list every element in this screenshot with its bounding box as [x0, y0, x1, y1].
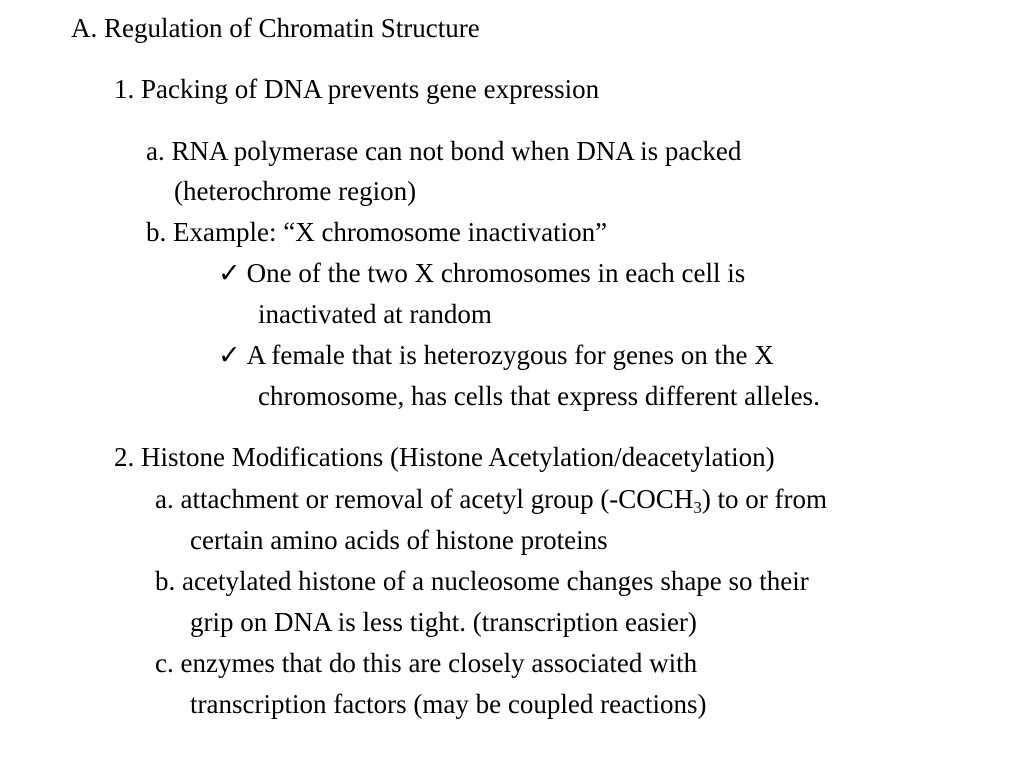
item-a-text-end: ) to or from: [701, 484, 828, 514]
checkmark-icon: ✓: [218, 258, 241, 288]
section-2-item-c-line-1: c. enzymes that do this are closely associated with: [155, 648, 698, 678]
checkmark-icon: ✓: [218, 340, 241, 370]
bullet-1-line-1: [218, 257, 745, 289]
item-a-text: a. attachment or removal of acetyl group (-COCH: [155, 484, 694, 514]
section-1-title: 1. Packing of DNA prevents gene expression: [114, 74, 600, 104]
section-2-title: 2. Histone Modifications (Histone Acetylation/deacetylation): [114, 442, 775, 472]
section-1-item-b: b. Example: “X chromosome inactivation”: [146, 217, 608, 247]
subscript-3: 3: [693, 498, 702, 517]
bullet-1-text: One of the two X chromosomes in each cell is: [246, 258, 746, 288]
section-2-item-b-line-2: grip on DNA is less tight. (transcription easier): [190, 607, 697, 637]
section-2-item-a-line-1: [155, 483, 827, 515]
section-1-item-a-line-2: (heterochrome region): [174, 176, 417, 206]
section-2-item-a-line-2: certain amino acids of histone proteins: [190, 525, 608, 555]
bullet-2-text: A female that is heterozygous for genes on the X: [246, 340, 774, 370]
section-1-item-a-line-1: a. RNA polymerase can not bond when DNA is packed: [146, 136, 742, 166]
bullet-1-line-2: inactivated at random: [258, 299, 492, 329]
bullet-2-line-1: [218, 339, 774, 371]
bullet-2-line-2: chromosome, has cells that express different alleles.: [258, 381, 820, 411]
section-2-item-c-line-2: transcription factors (may be coupled reactions): [190, 689, 707, 719]
slide-heading: A. Regulation of Chromatin Structure: [71, 13, 480, 43]
section-2-item-b-line-1: b. acetylated histone of a nucleosome changes shape so their: [155, 566, 809, 596]
